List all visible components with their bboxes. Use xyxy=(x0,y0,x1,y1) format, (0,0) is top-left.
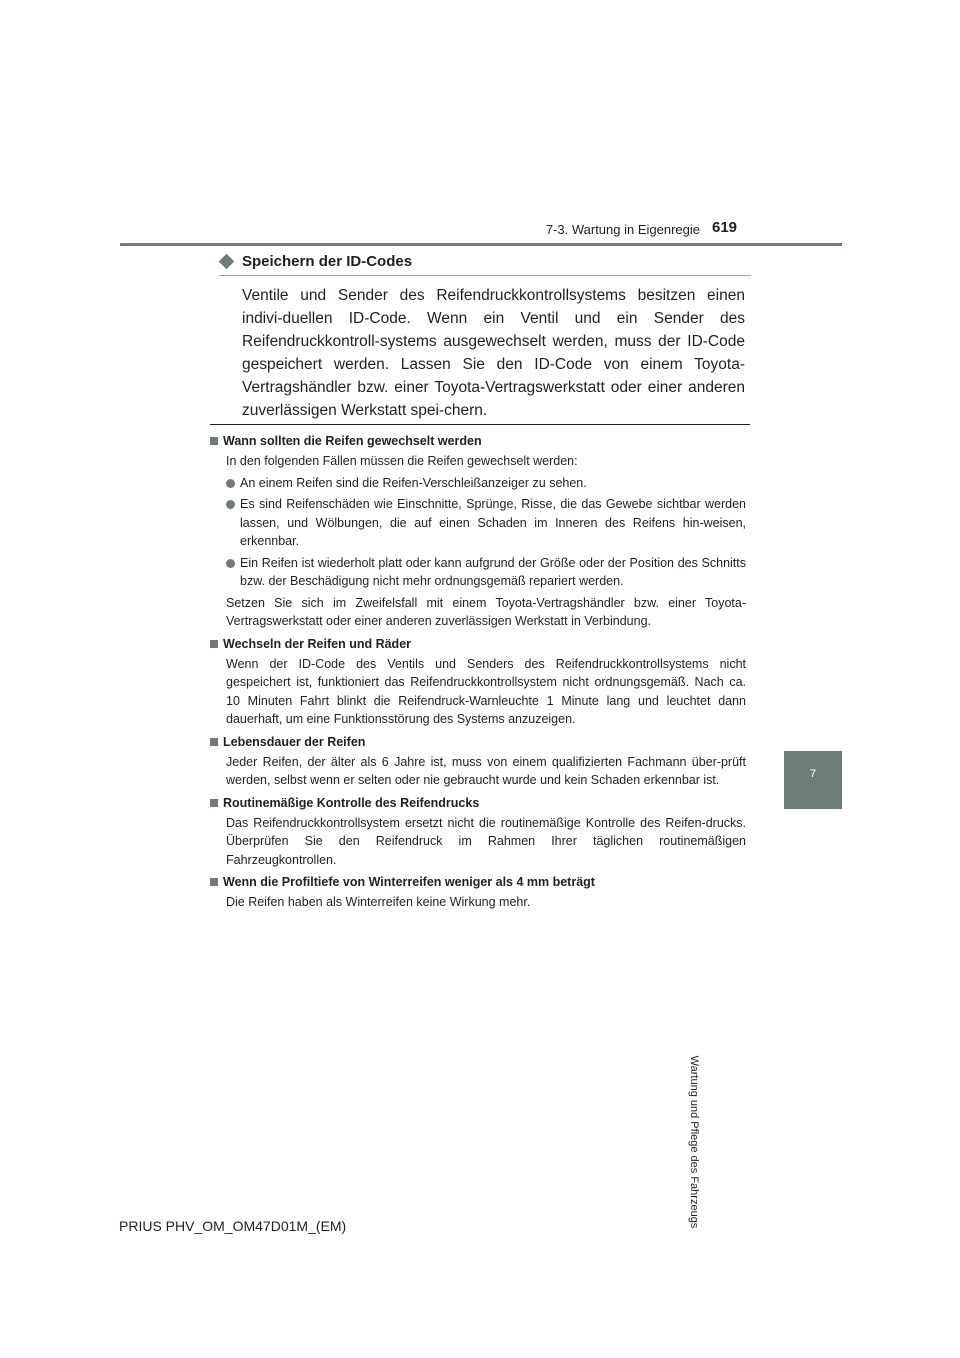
note-lead: In den folgenden Fällen müssen die Reifen gewechselt werden: xyxy=(226,454,578,468)
chapter-tab-number: 7 xyxy=(809,768,817,780)
list-item-text: Es sind Reifenschäden wie Einschnitte, Sprünge, Risse, die das Gewebe sichtbar werden lassen, und Wölbungen, die auf einen Schaden im Inneren des Reifens hin-weisen, erkennbar. xyxy=(240,497,746,548)
note-title xyxy=(210,432,746,450)
note-body: Das Reifendruckkontrollsystem ersetzt nicht die routinemäßige Kontrolle des Reifen-drucks. Überprüfen Sie den Reifendruck im Rahmen Ihrer täglichen routinemäßigen Fahrzeugkontrollen. xyxy=(226,815,746,867)
section-intro: Ventile und Sender des Reifendruckkontrollsystems besitzen einen indivi-duellen ID-Code. Wenn ein Ventil und ein Sender des Reifendruckkontroll-systems ausgewechselt werden, muss der ID-Code gespeichert werden. Lassen Sie den ID-Code von einem Toyota-Vertragshändler bzw. einer Toyota-Vertragswerkstatt oder einer anderen zuverlässigen Werkstatt spei-chern. xyxy=(242,287,745,419)
note-title-text: Routinemäßige Kontrolle des Reifendrucks xyxy=(223,795,480,810)
chapter-tab xyxy=(784,751,842,809)
note-trailer: Setzen Sie sich im Zweifelsfall mit einem Toyota-Vertragshändler bzw. einer Toyota-Vertragswerkstatt oder einer anderen zuverlässigen Werkstatt in Verbindung. xyxy=(226,595,746,628)
note-title-text: Wechseln der Reifen und Räder xyxy=(223,636,412,651)
diamond-icon xyxy=(219,254,235,270)
note-title xyxy=(210,733,746,751)
square-bullet-icon xyxy=(210,799,218,807)
header-rule xyxy=(120,243,842,246)
note-body: Wenn der ID-Code des Ventils und Senders des Reifendruckkontrollsystems nicht gespeichert ist, funktioniert das Reifendruckkontrollsystem nicht ordnungsgemäß. Nach ca. 10 Minuten Fahrt blinkt die Reifendruck-Warnleuchte 1 Minute lang und leuchtet dann dauerhaft, um eine Funktionsstörung des Systems anzuzeigen. xyxy=(226,656,746,726)
page-number: 619 xyxy=(712,219,738,236)
square-bullet-icon xyxy=(210,738,218,746)
list-item-text: Ein Reifen ist wiederholt platt oder kann aufgrund der Größe oder der Position des Schnitts bzw. der Beschädigung nicht mehr ordnungsgemäß repariert werden. xyxy=(240,555,746,588)
note-title xyxy=(210,873,746,891)
square-bullet-icon xyxy=(210,878,218,886)
section-heading xyxy=(219,253,751,270)
note-title-text: Wann sollten die Reifen gewechselt werden xyxy=(223,434,482,448)
square-bullet-icon xyxy=(210,437,218,445)
note-winter-tread-depth xyxy=(210,873,746,912)
running-header-section: 7-3. Wartung in Eigenregie xyxy=(545,222,700,237)
list-item xyxy=(226,495,746,551)
notes-list xyxy=(210,432,746,916)
list-item xyxy=(226,554,746,591)
note-title-text: Lebensdauer der Reifen xyxy=(223,734,366,749)
section-title: Speichern der ID-Codes xyxy=(242,253,413,270)
list-item-text: An einem Reifen sind die Reifen-Verschleißanzeiger zu sehen. xyxy=(240,475,587,490)
note-tire-change xyxy=(210,432,746,631)
note-tire-lifespan xyxy=(210,733,746,790)
section-heading-rule xyxy=(219,275,751,276)
note-body: Jeder Reifen, der älter als 6 Jahre ist, muss von einem qualifizierten Fachmann über-prüft werden, selbst wenn er selten oder nie gebraucht wurde und kein Schaden erkennbar ist. xyxy=(226,754,746,787)
circle-bullet-icon xyxy=(226,559,235,568)
circle-bullet-icon xyxy=(226,500,235,509)
square-bullet-icon xyxy=(210,640,218,648)
note-title-text: Wenn die Profiltiefe von Winterreifen weniger als 4 mm beträgt xyxy=(223,875,595,889)
circle-bullet-icon xyxy=(226,479,235,488)
note-title xyxy=(210,794,746,812)
note-title xyxy=(210,635,746,653)
notes-divider xyxy=(210,424,750,425)
document-id: PRIUS PHV_OM_OM47D01M_(EM) xyxy=(119,1218,347,1234)
note-body: Die Reifen haben als Winterreifen keine Wirkung mehr. xyxy=(226,895,531,909)
note-pressure-check xyxy=(210,794,746,870)
chapter-tab-label: Wartung und Pflege des Fahrzeugs xyxy=(688,1055,700,1229)
list-item xyxy=(226,474,746,493)
note-tire-wheel-replacement xyxy=(210,635,746,729)
